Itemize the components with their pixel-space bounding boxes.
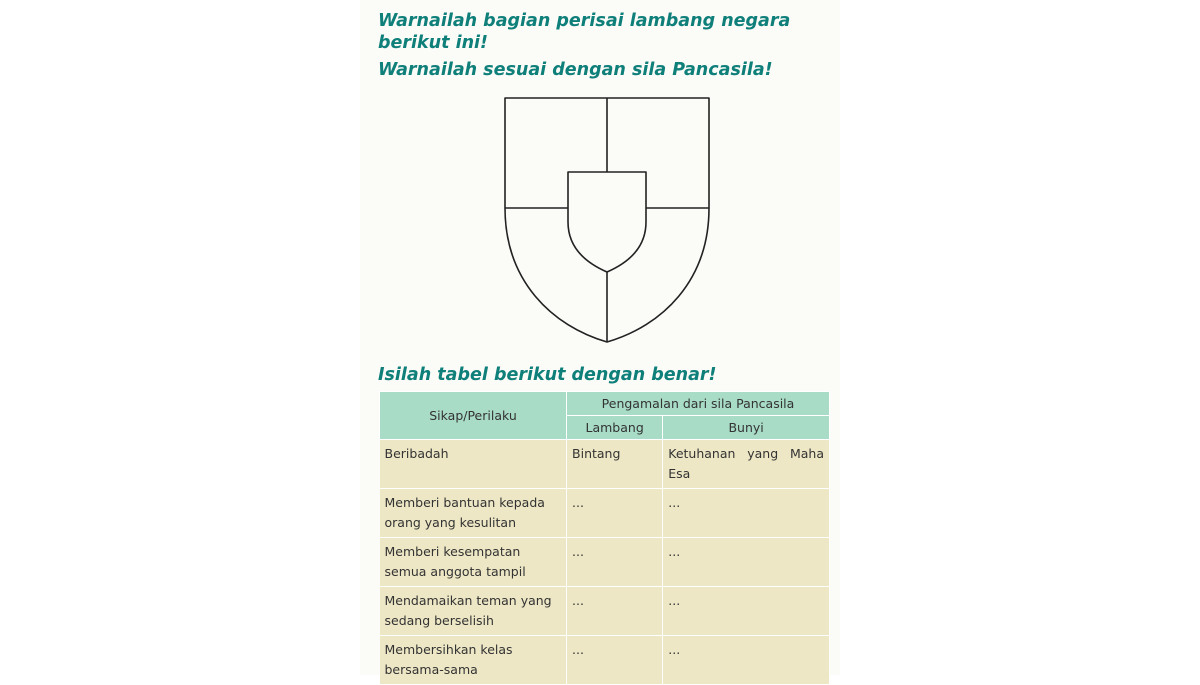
instruction-color-shield: Warnailah bagian perisai lambang negara berikut ini! (378, 11, 791, 53)
table-row (380, 538, 830, 587)
header-pengamalan: Pengamalan dari sila Pancasila (567, 392, 830, 416)
pancasila-table (379, 391, 830, 685)
cell-sikap: Memberi kesempatan semua anggota tampil (380, 538, 567, 587)
cell-lambang[interactable]: ... (567, 636, 663, 685)
table-row (380, 587, 830, 636)
cell-bunyi[interactable]: ... (663, 587, 830, 636)
cell-bunyi[interactable]: ... (663, 636, 830, 685)
cell-sikap: Memberi bantuan kepada orang yang kesulitan (380, 489, 567, 538)
cell-bunyi[interactable]: ... (663, 538, 830, 587)
cell-lambang[interactable]: ... (567, 538, 663, 587)
table-row (380, 636, 830, 685)
cell-sikap: Mendamaikan teman yang sedang berselisih (380, 587, 567, 636)
cell-bunyi: Ketuhanan yang Maha Esa (663, 440, 830, 489)
shield-inner (568, 172, 646, 272)
header-bunyi: Bunyi (663, 416, 830, 440)
cell-bunyi[interactable]: ... (663, 489, 830, 538)
table-row (380, 489, 830, 538)
shield-outline-icon (502, 96, 712, 344)
instruction-color-by-sila: Warnailah sesuai dengan sila Pancasila! (378, 60, 773, 80)
instruction-fill-table: Isilah tabel berikut dengan benar! (378, 365, 717, 385)
cell-sikap: Beribadah (380, 440, 567, 489)
header-sikap: Sikap/Perilaku (380, 392, 567, 440)
cell-lambang[interactable]: ... (567, 587, 663, 636)
table-row (380, 440, 830, 489)
worksheet-page (360, 0, 840, 675)
cell-lambang: Bintang (567, 440, 663, 489)
header-lambang: Lambang (567, 416, 663, 440)
cell-lambang[interactable]: ... (567, 489, 663, 538)
cell-sikap: Membersihkan kelas bersama-sama (380, 636, 567, 685)
